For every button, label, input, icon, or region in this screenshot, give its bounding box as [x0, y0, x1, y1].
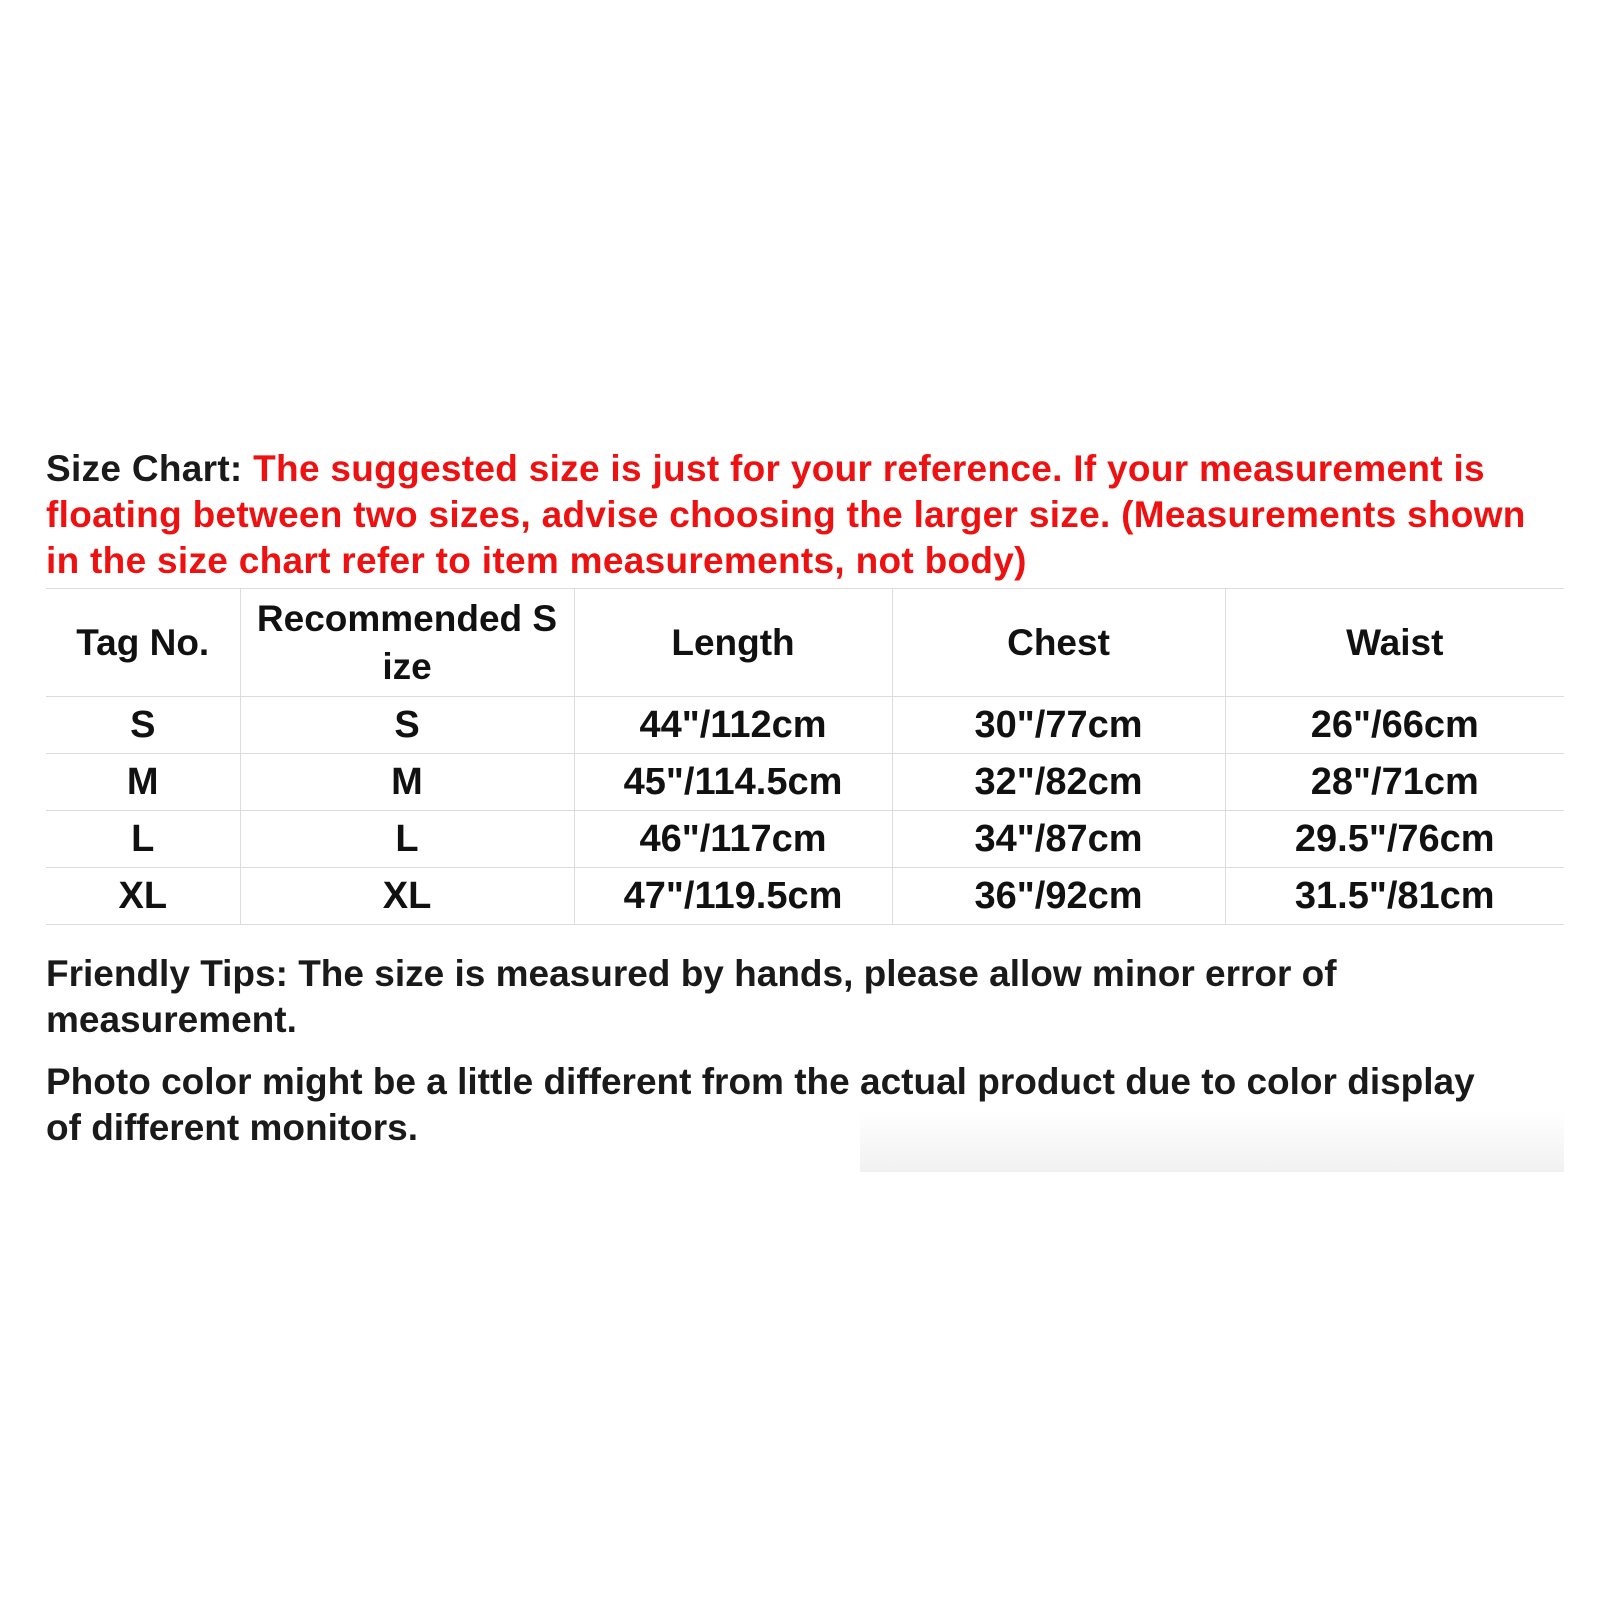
cell-tag-no: XL	[46, 868, 240, 925]
cell-recommended-size: M	[240, 754, 574, 811]
image-edge-shadow	[860, 1110, 1564, 1172]
cell-tag-no: L	[46, 811, 240, 868]
header-tag-no: Tag No.	[46, 589, 240, 697]
header-waist: Waist	[1225, 589, 1564, 697]
cell-chest: 32"/82cm	[892, 754, 1225, 811]
cell-waist: 31.5"/81cm	[1225, 868, 1564, 925]
cell-recommended-size: S	[240, 697, 574, 754]
cell-length: 46"/117cm	[574, 811, 892, 868]
cell-chest: 30"/77cm	[892, 697, 1225, 754]
table-header-row	[46, 589, 1564, 697]
cell-length: 47"/119.5cm	[574, 868, 892, 925]
cell-recommended-size: XL	[240, 868, 574, 925]
cell-chest: 36"/92cm	[892, 868, 1225, 925]
size-chart-intro	[46, 446, 1564, 584]
cell-tag-no: M	[46, 754, 240, 811]
table-row	[46, 811, 1564, 868]
cell-waist: 26"/66cm	[1225, 697, 1564, 754]
cell-length: 45"/114.5cm	[574, 754, 892, 811]
size-table	[46, 588, 1564, 925]
cell-length: 44"/112cm	[574, 697, 892, 754]
size-reference-note: The suggested size is just for your reference. If your measurement is floating between two sizes, advise choosing the larger size. (Measurements shown in the size chart refer to item measurements, not body)	[46, 448, 1526, 581]
table-row	[46, 697, 1564, 754]
cell-chest: 34"/87cm	[892, 811, 1225, 868]
table-row	[46, 868, 1564, 925]
size-chart-document	[46, 446, 1564, 1151]
friendly-tip: Friendly Tips: The size is measured by hands, please allow minor error of measurement.	[46, 953, 1337, 1040]
size-chart-label: Size Chart:	[46, 448, 254, 489]
cell-recommended-size: L	[240, 811, 574, 868]
cell-waist: 29.5"/76cm	[1225, 811, 1564, 868]
cell-tag-no: S	[46, 697, 240, 754]
cell-waist: 28"/71cm	[1225, 754, 1564, 811]
header-recommended-size: Recommended S ize	[240, 589, 574, 697]
photo-color-tip: Photo color might be a little different from the actual product due to color display of different monitors.	[46, 1061, 1475, 1148]
header-length: Length	[574, 589, 892, 697]
table-row	[46, 754, 1564, 811]
header-chest: Chest	[892, 589, 1225, 697]
